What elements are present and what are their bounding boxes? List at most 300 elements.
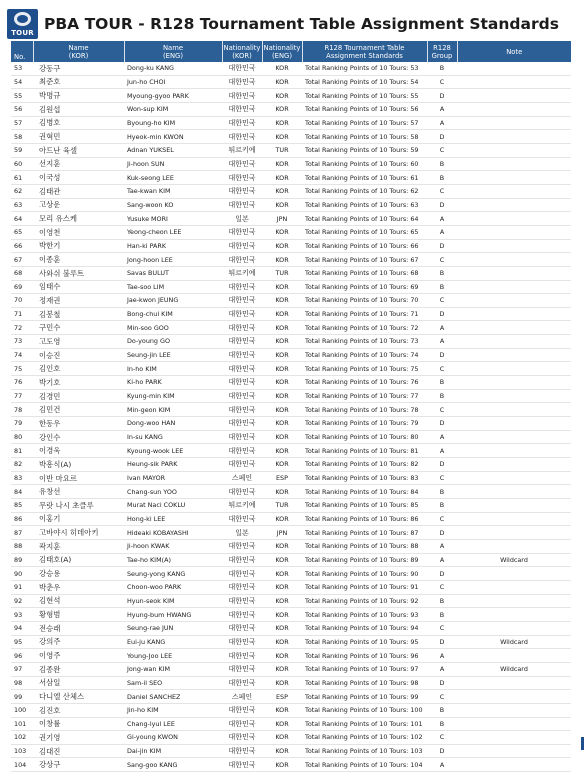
- cell-name-eng: Seung-rae JUN: [124, 621, 222, 635]
- cell-name-eng: Han-ki PARK: [124, 239, 222, 253]
- cell-nationality-eng: KOR: [262, 184, 302, 198]
- cell-nationality-kor: 대한민국: [222, 717, 262, 731]
- cell-no: 84: [11, 485, 33, 499]
- cell-nationality-kor: 대한민국: [222, 580, 262, 594]
- cell-note: [457, 580, 571, 594]
- cell-nationality-eng: KOR: [262, 621, 302, 635]
- cell-name-kor: 무랏 나시 초클루: [33, 499, 124, 513]
- cell-nationality-kor: 튀르키예: [222, 143, 262, 157]
- cell-note: [457, 171, 571, 185]
- cell-standard: Total Ranking Points of 10 Tours: 101: [302, 717, 427, 731]
- cell-nationality-eng: KOR: [262, 608, 302, 622]
- cell-nationality-kor: 대한민국: [222, 335, 262, 349]
- cell-name-kor: 권혁민: [33, 130, 124, 144]
- col-header-nat-kor: [222, 41, 262, 62]
- cell-nationality-eng: KOR: [262, 294, 302, 308]
- table-row: [11, 294, 571, 308]
- cell-group: A: [427, 758, 457, 772]
- cell-name-eng: Gi-young KWON: [124, 731, 222, 745]
- cell-note: [457, 348, 571, 362]
- cell-name-eng: Ivan MAYOR: [124, 471, 222, 485]
- cell-nationality-eng: KOR: [262, 539, 302, 553]
- cell-standard: Total Ranking Points of 10 Tours: 61: [302, 171, 427, 185]
- table-row: [11, 102, 571, 116]
- cell-note: [457, 143, 571, 157]
- col-header-group-line2: Group: [431, 51, 453, 60]
- cell-nationality-eng: KOR: [262, 335, 302, 349]
- cell-nationality-eng: ESP: [262, 471, 302, 485]
- cell-no: 87: [11, 526, 33, 540]
- cell-name-kor: 전승래: [33, 621, 124, 635]
- cell-no: 57: [11, 116, 33, 130]
- cell-name-kor: 박흥식(A): [33, 458, 124, 472]
- cell-name-kor: 이홍기: [33, 512, 124, 526]
- cell-standard: Total Ranking Points of 10 Tours: 96: [302, 649, 427, 663]
- cell-note: [457, 198, 571, 212]
- table-row: [11, 703, 571, 717]
- cell-note: [457, 526, 571, 540]
- cell-nationality-kor: 대한민국: [222, 253, 262, 267]
- cell-name-kor: 유창선: [33, 485, 124, 499]
- cell-standard: Total Ranking Points of 10 Tours: 83: [302, 471, 427, 485]
- cell-note: [457, 321, 571, 335]
- cell-nationality-kor: 대한민국: [222, 458, 262, 472]
- cell-group: C: [427, 184, 457, 198]
- cell-name-eng: Kuk-seong LEE: [124, 171, 222, 185]
- table-row: [11, 717, 571, 731]
- cell-group: B: [427, 62, 457, 75]
- cell-note: [457, 621, 571, 635]
- cell-nationality-eng: KOR: [262, 403, 302, 417]
- cell-no: 67: [11, 253, 33, 267]
- cell-nationality-eng: KOR: [262, 376, 302, 390]
- cell-standard: Total Ranking Points of 10 Tours: 74: [302, 348, 427, 362]
- cell-standard: Total Ranking Points of 10 Tours: 94: [302, 621, 427, 635]
- cell-name-eng: Seung-yong KANG: [124, 567, 222, 581]
- cell-no: 90: [11, 567, 33, 581]
- cell-no: 68: [11, 266, 33, 280]
- col-header-nat-eng-line1: Nationality: [263, 43, 301, 52]
- table-row: [11, 62, 571, 75]
- cell-nationality-kor: 대한민국: [222, 321, 262, 335]
- cell-name-kor: 구민수: [33, 321, 124, 335]
- cell-name-eng: Eui-ju KANG: [124, 635, 222, 649]
- cell-name-eng: Chang-sun YOO: [124, 485, 222, 499]
- cell-nationality-kor: 대한민국: [222, 703, 262, 717]
- cell-nationality-kor: 대한민국: [222, 294, 262, 308]
- cell-nationality-kor: 대한민국: [222, 635, 262, 649]
- cell-nationality-eng: KOR: [262, 567, 302, 581]
- table-row: [11, 635, 571, 649]
- cell-note: [457, 389, 571, 403]
- assignment-table: [11, 41, 571, 772]
- table-row: [11, 321, 571, 335]
- cell-nationality-kor: 대한민국: [222, 171, 262, 185]
- table-row: [11, 731, 571, 745]
- cell-standard: Total Ranking Points of 10 Tours: 86: [302, 512, 427, 526]
- cell-note: [457, 471, 571, 485]
- cell-name-kor: 고바야시 히데아키: [33, 526, 124, 540]
- logo-text: TOUR: [11, 29, 34, 37]
- cell-name-kor: 김원섭: [33, 102, 124, 116]
- cell-note: [457, 676, 571, 690]
- cell-no: 94: [11, 621, 33, 635]
- table-row: [11, 458, 571, 472]
- cell-note: [457, 184, 571, 198]
- cell-no: 73: [11, 335, 33, 349]
- cell-no: 78: [11, 403, 33, 417]
- cell-name-eng: Murat Naci COKLU: [124, 499, 222, 513]
- cell-standard: Total Ranking Points of 10 Tours: 97: [302, 662, 427, 676]
- cell-standard: Total Ranking Points of 10 Tours: 93: [302, 608, 427, 622]
- table-row: [11, 485, 571, 499]
- table-row: [11, 266, 571, 280]
- cell-standard: Total Ranking Points of 10 Tours: 104: [302, 758, 427, 772]
- table-row: [11, 430, 571, 444]
- cell-standard: Total Ranking Points of 10 Tours: 67: [302, 253, 427, 267]
- cell-standard: Total Ranking Points of 10 Tours: 82: [302, 458, 427, 472]
- cell-note: [457, 430, 571, 444]
- col-header-name-kor-line1: Name: [68, 43, 89, 52]
- cell-name-eng: Tae-kwan KIM: [124, 184, 222, 198]
- table-row: [11, 649, 571, 663]
- cell-name-kor: 강동구: [33, 62, 124, 75]
- cell-name-eng: Choon-woo PARK: [124, 580, 222, 594]
- cell-nationality-kor: 스페인: [222, 690, 262, 704]
- cell-name-kor: 김인호: [33, 362, 124, 376]
- cell-standard: Total Ranking Points of 10 Tours: 72: [302, 321, 427, 335]
- table-row: [11, 280, 571, 294]
- cell-group: A: [427, 321, 457, 335]
- cell-standard: Total Ranking Points of 10 Tours: 103: [302, 744, 427, 758]
- cell-standard: Total Ranking Points of 10 Tours: 99: [302, 690, 427, 704]
- cell-nationality-eng: TUR: [262, 143, 302, 157]
- cell-no: 82: [11, 458, 33, 472]
- cell-group: D: [427, 89, 457, 103]
- cell-group: A: [427, 335, 457, 349]
- cell-name-kor: 김민건: [33, 403, 124, 417]
- cell-group: A: [427, 553, 457, 567]
- col-header-name-kor-line2: (KOR): [68, 51, 89, 60]
- cell-name-eng: Hyeok-min KWON: [124, 130, 222, 144]
- cell-nationality-kor: 대한민국: [222, 539, 262, 553]
- cell-note: [457, 376, 571, 390]
- cell-nationality-eng: KOR: [262, 102, 302, 116]
- cell-name-kor: 한동우: [33, 417, 124, 431]
- cell-name-kor: 박명규: [33, 89, 124, 103]
- table-row: [11, 580, 571, 594]
- cell-name-kor: 사와쉬 불루트: [33, 266, 124, 280]
- col-header-nat-eng-line2: (ENG): [272, 51, 292, 60]
- cell-standard: Total Ranking Points of 10 Tours: 66: [302, 239, 427, 253]
- cell-name-eng: Do-young GO: [124, 335, 222, 349]
- cell-nationality-eng: KOR: [262, 580, 302, 594]
- cell-no: 93: [11, 608, 33, 622]
- cell-group: C: [427, 294, 457, 308]
- cell-name-kor: 고도영: [33, 335, 124, 349]
- cell-name-kor: 김경민: [33, 389, 124, 403]
- cell-group: C: [427, 690, 457, 704]
- cell-note: [457, 758, 571, 772]
- cell-group: A: [427, 225, 457, 239]
- cell-name-eng: Hyun-seok KIM: [124, 594, 222, 608]
- table-row: [11, 594, 571, 608]
- cell-group: C: [427, 403, 457, 417]
- cell-name-kor: 선지훈: [33, 157, 124, 171]
- cell-name-kor: 박춘우: [33, 580, 124, 594]
- cell-no: 74: [11, 348, 33, 362]
- table-row: [11, 171, 571, 185]
- cell-standard: Total Ranking Points of 10 Tours: 62: [302, 184, 427, 198]
- table-row: [11, 758, 571, 772]
- cell-note: [457, 157, 571, 171]
- cell-no: 55: [11, 89, 33, 103]
- table-row: [11, 307, 571, 321]
- cell-name-kor: 이반 마요르: [33, 471, 124, 485]
- cell-note: [457, 417, 571, 431]
- cell-nationality-kor: 일본: [222, 526, 262, 540]
- cell-group: D: [427, 348, 457, 362]
- cell-name-kor: 김병호: [33, 116, 124, 130]
- cell-group: A: [427, 102, 457, 116]
- cell-note: [457, 102, 571, 116]
- cell-name-kor: 고상운: [33, 198, 124, 212]
- col-header-standard-line2: Assignment Standards: [326, 51, 403, 60]
- table-row: [11, 376, 571, 390]
- cell-name-kor: 김종완: [33, 662, 124, 676]
- cell-standard: Total Ranking Points of 10 Tours: 55: [302, 89, 427, 103]
- cell-no: 91: [11, 580, 33, 594]
- cell-standard: Total Ranking Points of 10 Tours: 89: [302, 553, 427, 567]
- cell-note: [457, 294, 571, 308]
- cell-nationality-eng: KOR: [262, 116, 302, 130]
- table-row: [11, 239, 571, 253]
- cell-group: B: [427, 171, 457, 185]
- cell-nationality-kor: 대한민국: [222, 157, 262, 171]
- cell-nationality-kor: 대한민국: [222, 417, 262, 431]
- cell-nationality-kor: 대한민국: [222, 130, 262, 144]
- cell-standard: Total Ranking Points of 10 Tours: 73: [302, 335, 427, 349]
- cell-standard: Total Ranking Points of 10 Tours: 75: [302, 362, 427, 376]
- cell-group: A: [427, 116, 457, 130]
- cell-name-eng: Savas BULUT: [124, 266, 222, 280]
- cell-name-eng: Sang-goo KANG: [124, 758, 222, 772]
- cell-name-eng: Tae-ho KIM(A): [124, 553, 222, 567]
- cell-name-kor: 황형범: [33, 608, 124, 622]
- cell-note: [457, 280, 571, 294]
- cell-nationality-kor: 스페인: [222, 471, 262, 485]
- table-row: [11, 157, 571, 171]
- cell-group: D: [427, 458, 457, 472]
- cell-no: 60: [11, 157, 33, 171]
- cell-name-eng: Hideaki KOBAYASHI: [124, 526, 222, 540]
- cell-name-kor: 이영천: [33, 225, 124, 239]
- cell-name-kor: 김태관: [33, 184, 124, 198]
- cell-nationality-eng: KOR: [262, 676, 302, 690]
- cell-nationality-kor: 대한민국: [222, 348, 262, 362]
- cell-nationality-eng: KOR: [262, 703, 302, 717]
- table-row: [11, 389, 571, 403]
- cell-nationality-kor: 튀르키예: [222, 499, 262, 513]
- cell-nationality-eng: KOR: [262, 430, 302, 444]
- cell-note: [457, 567, 571, 581]
- logo-globe-icon: [14, 12, 31, 26]
- col-header-name-eng: [124, 41, 222, 62]
- cell-name-eng: Jun-ho CHOI: [124, 75, 222, 89]
- cell-note: [457, 307, 571, 321]
- cell-nationality-eng: KOR: [262, 635, 302, 649]
- table-row: [11, 512, 571, 526]
- cell-name-kor: 김진호: [33, 703, 124, 717]
- table-row: [11, 198, 571, 212]
- cell-note: [457, 499, 571, 513]
- cell-group: C: [427, 512, 457, 526]
- cell-standard: Total Ranking Points of 10 Tours: 60: [302, 157, 427, 171]
- cell-nationality-eng: KOR: [262, 485, 302, 499]
- cell-standard: Total Ranking Points of 10 Tours: 53: [302, 62, 427, 75]
- cell-no: 97: [11, 662, 33, 676]
- table-row: [11, 690, 571, 704]
- cell-nationality-kor: 대한민국: [222, 512, 262, 526]
- cell-no: 88: [11, 539, 33, 553]
- cell-name-kor: 김현석: [33, 594, 124, 608]
- cell-name-eng: Myoung-gyoo PARK: [124, 89, 222, 103]
- cell-nationality-eng: KOR: [262, 417, 302, 431]
- cell-nationality-eng: KOR: [262, 198, 302, 212]
- cell-group: B: [427, 703, 457, 717]
- cell-nationality-kor: 대한민국: [222, 307, 262, 321]
- cell-nationality-kor: 일본: [222, 212, 262, 226]
- cell-nationality-kor: 튀르키예: [222, 266, 262, 280]
- cell-no: 69: [11, 280, 33, 294]
- cell-no: 99: [11, 690, 33, 704]
- table-row: [11, 539, 571, 553]
- cell-name-eng: Dong-ku KANG: [124, 62, 222, 75]
- cell-nationality-kor: 대한민국: [222, 731, 262, 745]
- table-row: [11, 143, 571, 157]
- cell-nationality-kor: 대한민국: [222, 621, 262, 635]
- cell-group: C: [427, 253, 457, 267]
- cell-name-kor: 정재권: [33, 294, 124, 308]
- cell-group: D: [427, 567, 457, 581]
- cell-note: [457, 239, 571, 253]
- cell-nationality-kor: 대한민국: [222, 75, 262, 89]
- col-header-standard: [302, 41, 427, 62]
- cell-note: [457, 89, 571, 103]
- cell-nationality-eng: KOR: [262, 280, 302, 294]
- cell-standard: Total Ranking Points of 10 Tours: 64: [302, 212, 427, 226]
- cell-name-kor: 박기호: [33, 376, 124, 390]
- cell-no: 71: [11, 307, 33, 321]
- cell-no: 80: [11, 430, 33, 444]
- cell-group: B: [427, 157, 457, 171]
- cell-standard: Total Ranking Points of 10 Tours: 79: [302, 417, 427, 431]
- cell-group: D: [427, 676, 457, 690]
- cell-standard: Total Ranking Points of 10 Tours: 57: [302, 116, 427, 130]
- cell-no: 95: [11, 635, 33, 649]
- cell-standard: Total Ranking Points of 10 Tours: 88: [302, 539, 427, 553]
- cell-name-eng: Dong-woo HAN: [124, 417, 222, 431]
- cell-nationality-eng: KOR: [262, 253, 302, 267]
- cell-nationality-eng: KOR: [262, 348, 302, 362]
- cell-no: 100: [11, 703, 33, 717]
- cell-note: [457, 335, 571, 349]
- cell-nationality-eng: KOR: [262, 130, 302, 144]
- cell-nationality-kor: 대한민국: [222, 594, 262, 608]
- table-row: [11, 676, 571, 690]
- cell-name-eng: Ji-hoon SUN: [124, 157, 222, 171]
- cell-no: 101: [11, 717, 33, 731]
- cell-name-eng: Kyoung-wook LEE: [124, 444, 222, 458]
- cell-note: [457, 703, 571, 717]
- cell-standard: Total Ranking Points of 10 Tours: 100: [302, 703, 427, 717]
- cell-note: [457, 62, 571, 75]
- cell-no: 86: [11, 512, 33, 526]
- cell-name-kor: 곽지훈: [33, 539, 124, 553]
- table-row: [11, 335, 571, 349]
- cell-group: D: [427, 526, 457, 540]
- table-row: [11, 662, 571, 676]
- cell-standard: Total Ranking Points of 10 Tours: 81: [302, 444, 427, 458]
- cell-name-kor: 모리 유스케: [33, 212, 124, 226]
- cell-name-kor: 다니엘 산체스: [33, 690, 124, 704]
- cell-name-eng: Kyung-min KIM: [124, 389, 222, 403]
- cell-group: A: [427, 649, 457, 663]
- cell-no: 58: [11, 130, 33, 144]
- cell-no: 75: [11, 362, 33, 376]
- cell-nationality-kor: 대한민국: [222, 89, 262, 103]
- cell-group: C: [427, 471, 457, 485]
- cell-note: [457, 130, 571, 144]
- table-row: [11, 184, 571, 198]
- table-row: [11, 75, 571, 89]
- cell-name-eng: Tae-soo LIM: [124, 280, 222, 294]
- cell-nationality-kor: 대한민국: [222, 403, 262, 417]
- cell-note: [457, 75, 571, 89]
- cell-name-kor: 강승용: [33, 567, 124, 581]
- cell-note: [457, 512, 571, 526]
- table-row: [11, 212, 571, 226]
- cell-note: [457, 444, 571, 458]
- cell-note: [457, 744, 571, 758]
- cell-nationality-kor: 대한민국: [222, 102, 262, 116]
- table-row: [11, 744, 571, 758]
- col-header-name-kor: [33, 41, 124, 62]
- cell-name-eng: Jae-kwon JEUNG: [124, 294, 222, 308]
- cell-group: B: [427, 280, 457, 294]
- cell-group: D: [427, 417, 457, 431]
- cell-group: D: [427, 635, 457, 649]
- cell-note: [457, 225, 571, 239]
- cell-group: D: [427, 307, 457, 321]
- cell-no: 83: [11, 471, 33, 485]
- cell-no: 77: [11, 389, 33, 403]
- table-row: [11, 417, 571, 431]
- cell-nationality-eng: KOR: [262, 321, 302, 335]
- table-row: [11, 567, 571, 581]
- cell-standard: Total Ranking Points of 10 Tours: 87: [302, 526, 427, 540]
- pba-tour-logo: [7, 9, 38, 39]
- cell-name-eng: Won-sup KIM: [124, 102, 222, 116]
- cell-nationality-eng: JPN: [262, 212, 302, 226]
- cell-name-eng: Ki-ho PARK: [124, 376, 222, 390]
- cell-nationality-eng: KOR: [262, 594, 302, 608]
- cell-nationality-kor: 대한민국: [222, 676, 262, 690]
- cell-nationality-kor: 대한민국: [222, 649, 262, 663]
- cell-nationality-kor: 대한민국: [222, 758, 262, 772]
- cell-no: 64: [11, 212, 33, 226]
- cell-group: B: [427, 266, 457, 280]
